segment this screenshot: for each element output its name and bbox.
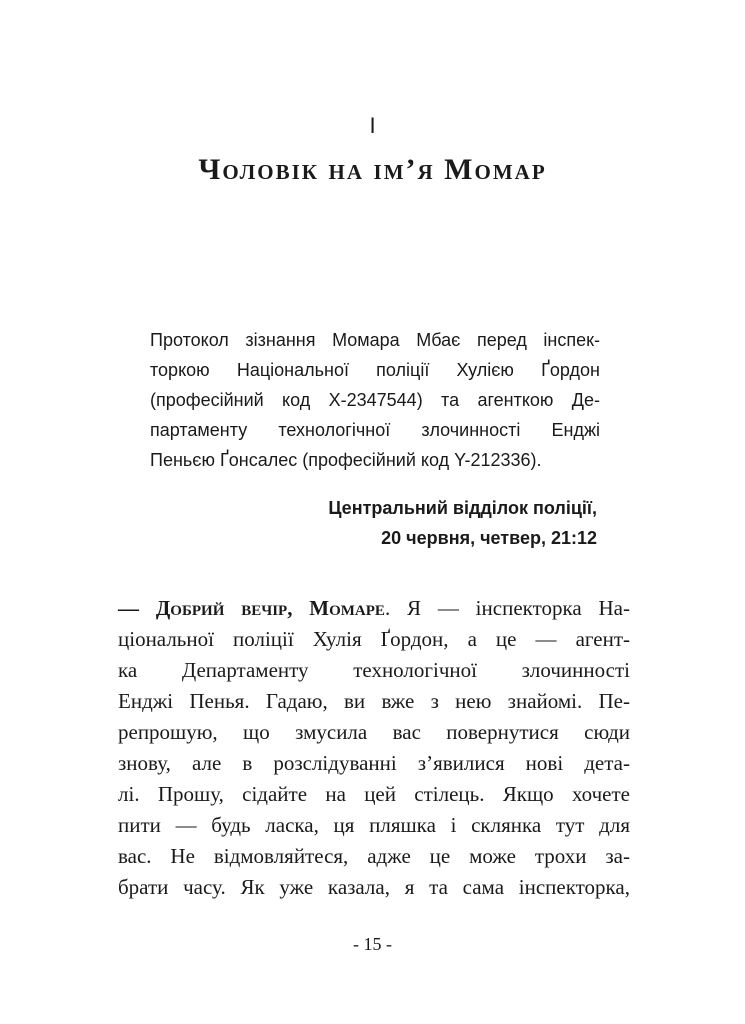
body-text xyxy=(118,593,630,903)
chapter-title: Чоловік на ім’я Момар xyxy=(198,153,547,186)
page-number: - 15 - xyxy=(353,934,392,954)
protocol-line: торкою Національної поліції Хулією Ґордон xyxy=(150,360,600,380)
body-line xyxy=(118,593,630,624)
body-line: ціональної поліції Хулія Ґордон, а це — агент- xyxy=(118,627,630,651)
protocol-line: Пеньєю Ґонсалес (професійний код Y-212336). xyxy=(150,450,542,470)
body-line: лі. Прошу, сідайте на цей стілець. Якщо хочете xyxy=(118,782,630,806)
location-line: Центральний відділок поліції, xyxy=(328,498,597,518)
chapter-number: I xyxy=(369,113,376,138)
protocol-line: (професійний код X-2347544) та агенткою Де- xyxy=(150,390,600,410)
protocol-line: Протокол зізнання Момара Мбає перед інспек- xyxy=(150,330,600,350)
body-line: ка Департаменту технологічної злочинності xyxy=(118,658,630,682)
body-line: вас. Не відмовляйтеся, адже це може трохи за- xyxy=(118,844,630,868)
dialogue-lead-rest: . Я — інспекторка На- xyxy=(384,596,630,620)
datetime-line: 20 червня, четвер, 21:12 xyxy=(381,528,597,548)
body-line: репрошую, що змусила вас повернутися сюди xyxy=(118,720,630,744)
body-line: пити — будь ласка, ця пляшка і склянка тут для xyxy=(118,813,630,837)
location-dateline xyxy=(150,493,597,553)
dialogue-lead: — Добрий вечір, Момаре xyxy=(118,596,385,620)
body-line: брати часу. Як уже казала, я та сама інспекторка, xyxy=(118,875,630,899)
protocol-paragraph xyxy=(150,325,600,475)
protocol-line: партаменту технологічної злочинності Енджі xyxy=(150,420,600,440)
body-line: знову, але в розслідуванні з’явилися нові дета- xyxy=(118,751,630,775)
body-line: Енджі Пенья. Гадаю, ви вже з нею знайомі. Пе- xyxy=(118,689,630,713)
